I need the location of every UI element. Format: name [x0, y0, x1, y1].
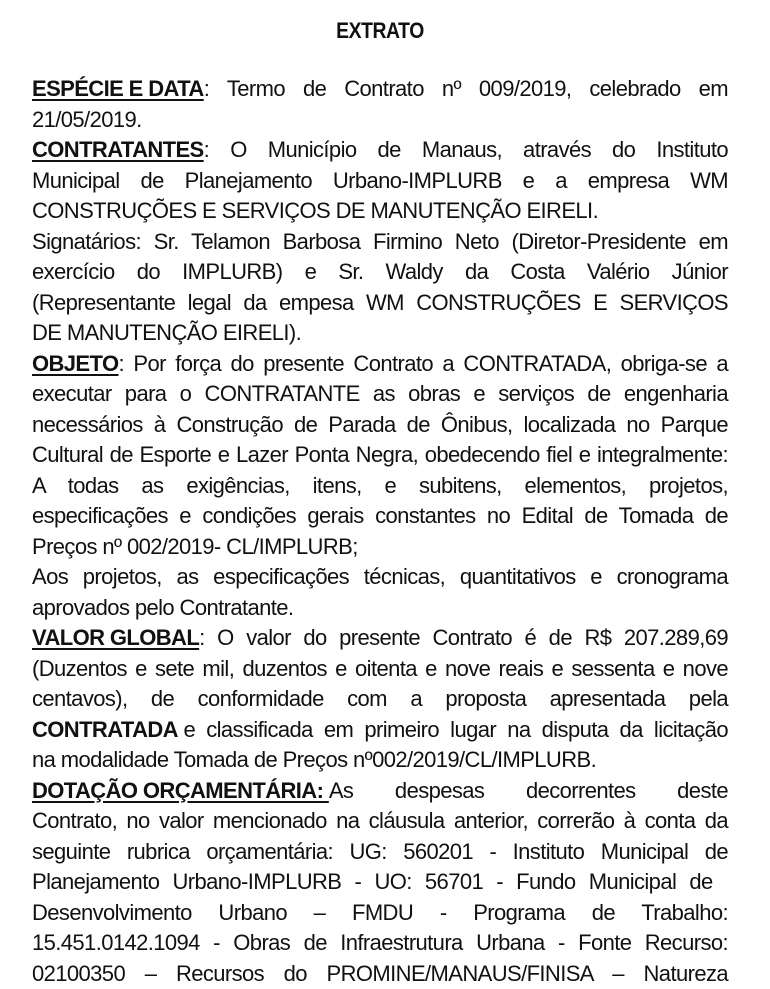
- text-line: Municipal de Planejamento Urbano-IMPLURB e a empresa WM: [32, 166, 728, 197]
- section-label-valor: VALOR GLOBAL: [32, 623, 199, 654]
- text-line: [32, 623, 728, 654]
- text-line: 21/05/2019.: [32, 105, 728, 136]
- text-line: Aos projetos, as especificações técnicas, quantitativos e cronograma: [32, 562, 728, 593]
- text-line: aprovados pelo Contratante.: [32, 593, 728, 624]
- text-line: Signatários: Sr. Telamon Barbosa Firmino Neto (Diretor-Presidente em: [32, 227, 728, 258]
- section-label-dotacao: DOTAÇÃO ORÇAMENTÁRIA:: [32, 776, 329, 807]
- bold-word-contratada: CONTRATADA: [32, 715, 178, 746]
- section-especie-data: [32, 74, 728, 135]
- text-line: Preços nº 002/2019- CL/IMPLURB;: [32, 532, 728, 563]
- text-line: exercício do IMPLURB) e Sr. Waldy da Costa Valério Júnior: [32, 257, 728, 288]
- text-line: [32, 715, 728, 746]
- text-line: especificações e condições gerais constantes no Edital de Tomada de: [32, 501, 728, 532]
- section-label-contratantes: CONTRATANTES: [32, 135, 204, 166]
- section-objeto: [32, 349, 728, 624]
- text-line: seguinte rubrica orçamentária: UG: 560201 - Instituto Municipal de: [32, 837, 728, 868]
- text-line: [32, 776, 728, 807]
- text-line-content: : Por força do presente Contrato a CONTRATADA, obriga-se a: [118, 349, 728, 380]
- section-dotacao-orcamentaria: [32, 776, 728, 989]
- text-line: na modalidade Tomada de Preços nº002/2019/CL/IMPLURB.: [32, 745, 728, 776]
- text-line: Desenvolvimento Urbano – FMDU - Programa de Trabalho:: [32, 898, 728, 929]
- text-line: 02100350 – Recursos do PROMINE/MANAUS/FINISA – Natureza: [32, 959, 728, 989]
- text-line: (Duzentos e sete mil, duzentos e oitenta e nove reais e sessenta e nove: [32, 654, 728, 685]
- text-line: A todas as exigências, itens, e subitens, elementos, projetos,: [32, 471, 728, 502]
- text-line-content: : Termo de Contrato nº 009/2019, celebrado em: [204, 74, 728, 105]
- text-line: [32, 349, 728, 380]
- text-line: Contrato, no valor mencionado na cláusula anterior, correrão à conta da: [32, 806, 728, 837]
- text-line-content: : O Município de Manaus, através do Instituto: [204, 135, 728, 166]
- text-line-content: As despesas decorrentes deste: [329, 776, 728, 807]
- text-line: DE MANUTENÇÃO EIRELI).: [32, 318, 728, 349]
- section-contratantes: [32, 135, 728, 349]
- text-line: centavos), de conformidade com a proposta apresentada pela: [32, 684, 728, 715]
- document-body: [32, 74, 728, 989]
- text-line: Cultural de Esporte e Lazer Ponta Negra, obedecendo fiel e integralmente:: [32, 440, 728, 471]
- document-page: [32, 0, 728, 989]
- text-line-content: : O valor do presente Contrato é de R$ 207.289,69: [199, 623, 728, 654]
- section-valor-global: [32, 623, 728, 776]
- section-label-especie: ESPÉCIE E DATA: [32, 74, 204, 105]
- text-line-content: e classificada em primeiro lugar na disputa da licitação: [183, 715, 728, 746]
- text-line: [32, 135, 728, 166]
- text-line: [32, 74, 728, 105]
- text-line: executar para o CONTRATANTE as obras e serviços de engenharia: [32, 379, 728, 410]
- text-line: (Representante legal da empesa WM CONSTRUÇÕES E SERVIÇOS: [32, 288, 728, 319]
- text-line: 15.451.0142.1094 - Obras de Infraestrutura Urbana - Fonte Recurso:: [32, 928, 728, 959]
- text-line: CONSTRUÇÕES E SERVIÇOS DE MANUTENÇÃO EIRELI.: [32, 196, 728, 227]
- text-line: necessários à Construção de Parada de Ônibus, localizada no Parque: [32, 410, 728, 441]
- text-line: Planejamento Urbano-IMPLURB - UO: 56701 - Fundo Municipal de: [32, 867, 728, 898]
- section-label-objeto: OBJETO: [32, 349, 118, 380]
- document-title: EXTRATO: [74, 16, 686, 46]
